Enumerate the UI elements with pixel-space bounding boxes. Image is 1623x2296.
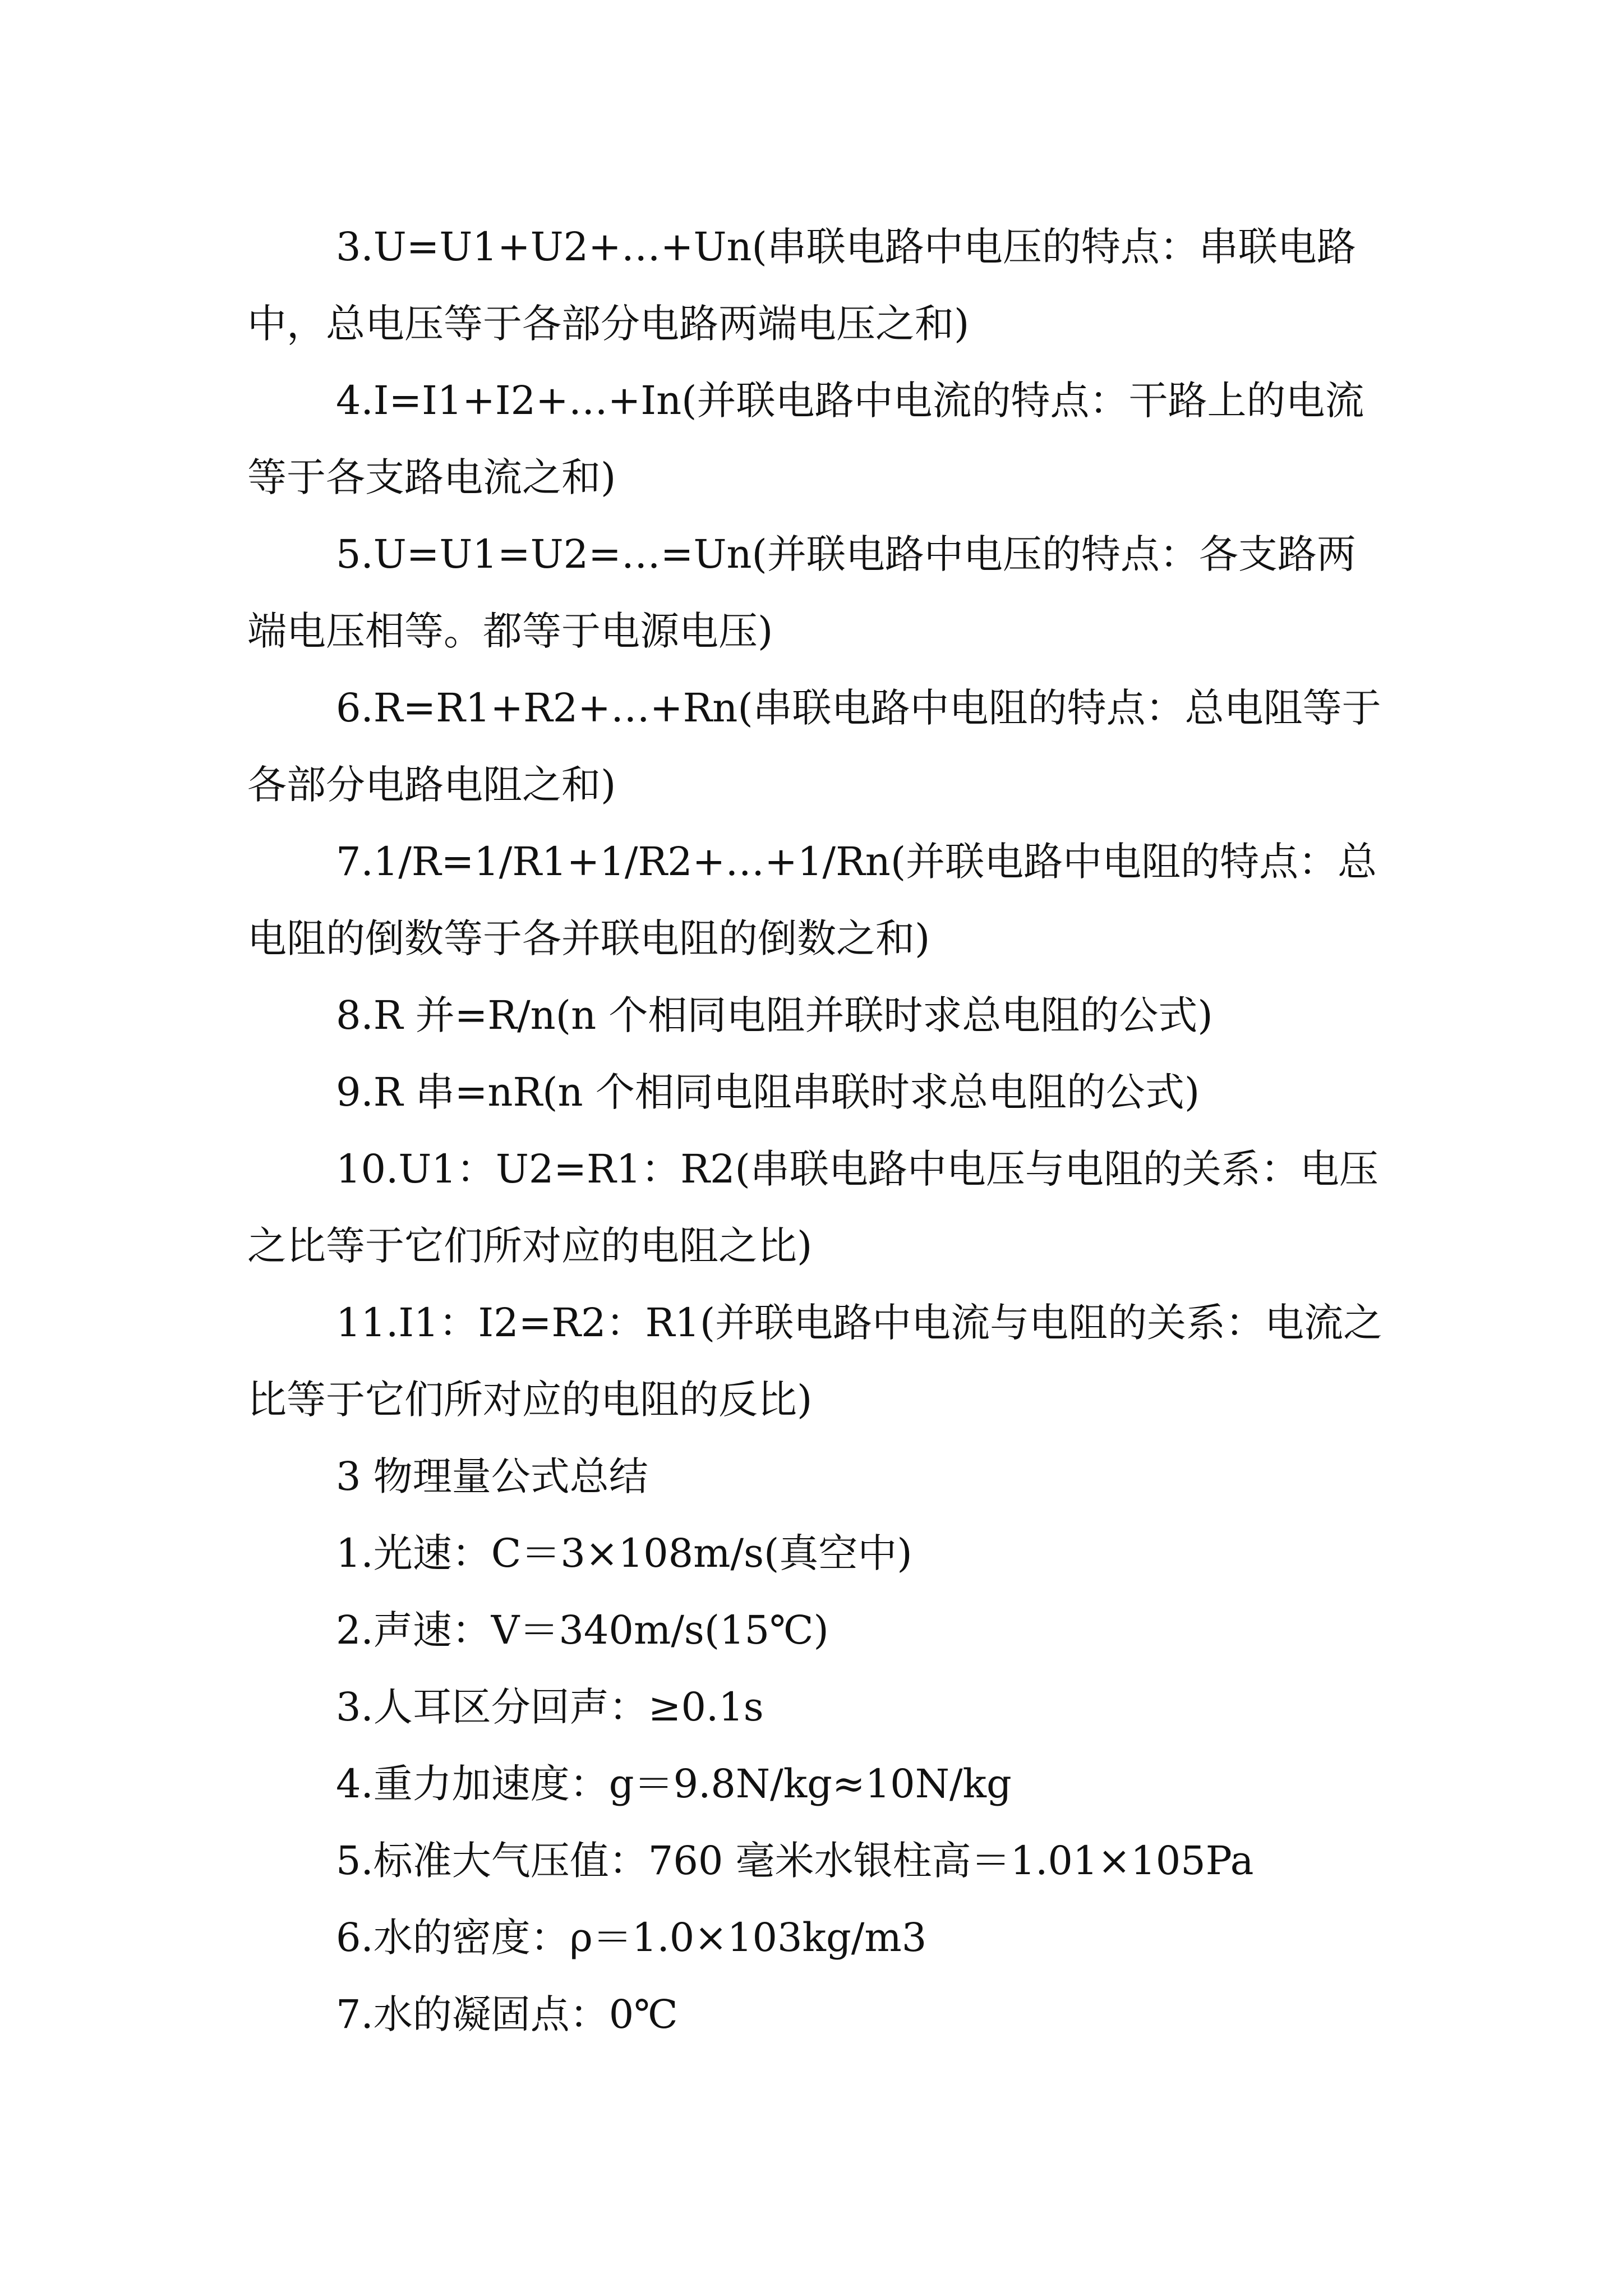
paragraph-atmosphere: 5.标准大气压值：760 毫米水银柱高＝1.01×105Pa bbox=[336, 1838, 1254, 1884]
document-body bbox=[247, 209, 1391, 2053]
paragraph-series-voltage: 3.U=U1+U2+…+Un(串联电路中电压的特点：串联电路中，总电压等于各部分电路两端电压之和) bbox=[247, 224, 1356, 347]
paragraph-identical-parallel: 8.R 并=R/n(n 个相同电阻并联时求总电阻的公式) bbox=[336, 992, 1213, 1038]
paragraph-series-resistance: 6.R=R1+R2+…+Rn(串联电路中电阻的特点：总电阻等于各部分电路电阻之和) bbox=[247, 685, 1381, 808]
paragraph-parallel-ratio: 11.I1：I2=R2：R1(并联电路中电流与电阻的关系：电流之比等于它们所对应的电阻的反比) bbox=[247, 1300, 1383, 1423]
paragraph-freezing-point: 7.水的凝固点：0℃ bbox=[336, 1991, 678, 2037]
paragraph-water-density: 6.水的密度：ρ＝1.0×103kg/m3 bbox=[336, 1915, 927, 1961]
paragraph-parallel-resistance: 7.1/R=1/R1+1/R2+…+1/Rn(并联电路中电阻的特点：总电阻的倒数等于各并联电阻的倒数之和) bbox=[247, 839, 1377, 961]
paragraph-parallel-voltage: 5.U=U1=U2=…=Un(并联电路中电压的特点：各支路两端电压相等。都等于电源电压) bbox=[247, 531, 1356, 654]
section-heading: 3 物理量公式总结 bbox=[336, 1453, 648, 1499]
paragraph-sound-speed: 2.声速：V＝340m/s(15℃) bbox=[336, 1607, 829, 1653]
paragraph-parallel-current: 4.I=I1+I2+…+In(并联电路中电流的特点：干路上的电流等于各支路电流之和) bbox=[247, 378, 1364, 500]
paragraph-series-ratio: 10.U1：U2=R1：R2(串联电路中电压与电阻的关系：电压之比等于它们所对应的电阻之比) bbox=[247, 1146, 1378, 1269]
paragraph-light-speed: 1.光速：C＝3×108m/s(真空中) bbox=[336, 1530, 912, 1576]
paragraph-gravity: 4.重力加速度：g＝9.8N/kg≈10N/kg bbox=[336, 1761, 1012, 1807]
paragraph-identical-series: 9.R 串=nR(n 个相同电阻串联时求总电阻的公式) bbox=[336, 1069, 1200, 1115]
paragraph-echo: 3.人耳区分回声：≥0.1s bbox=[336, 1684, 764, 1730]
